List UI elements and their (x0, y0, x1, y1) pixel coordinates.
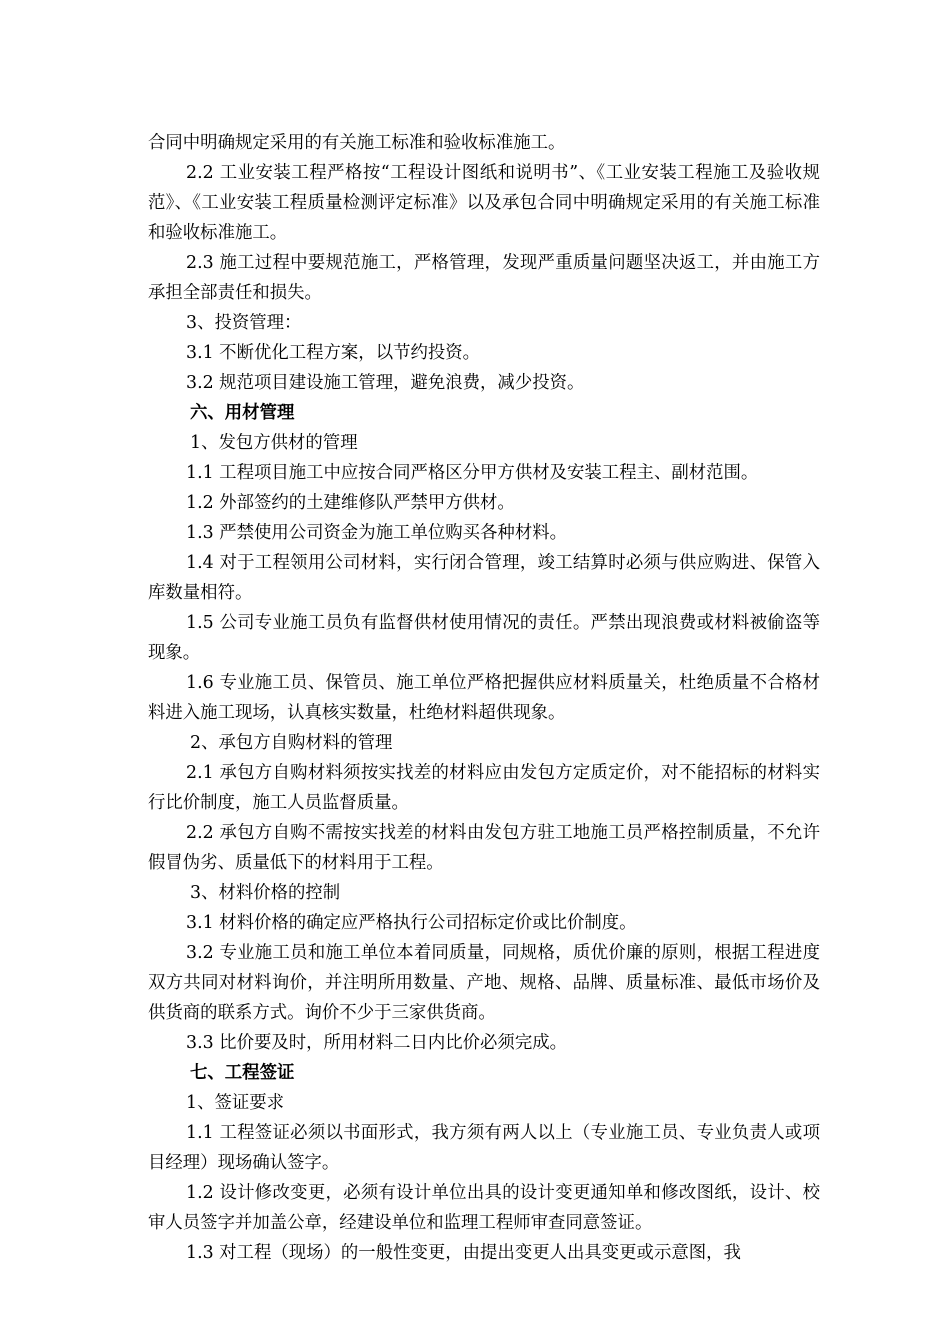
section-heading: 六、用材管理 (190, 403, 295, 423)
body-paragraph: 2.3 施工过程中要规范施工，严格管理，发现严重质量问题坚决返工，并由施工方承担全部责任和损失。 (148, 253, 820, 303)
body-paragraph: 1.3 对工程（现场）的一般性变更，由提出变更人出具变更或示意图，我 (186, 1243, 741, 1263)
body-paragraph: 3.2 规范项目建设施工管理，避免浪费，减少投资。 (186, 373, 585, 393)
body-paragraph: 合同中明确规定采用的有关施工标准和验收标准施工。 (148, 133, 566, 153)
body-paragraph: 1、签证要求 (186, 1093, 285, 1113)
body-paragraph: 2.2 工业安装工程严格按“工程设计图纸和说明书”、《工业安装工程施工及验收规范》、《工业安装工程质量检测评定标准》以及承包合同中明确规定采用的有关施工标准和验收标准施工。 (148, 163, 820, 243)
body-paragraph: 2.1 承包方自购材料须按实找差的材料应由发包方定质定价，对不能招标的材料实行比价制度，施工人员监督质量。 (148, 763, 820, 813)
subsection-title: 2、承包方自购材料的管理 (190, 733, 393, 753)
subsection-title: 3、材料价格的控制 (190, 883, 341, 903)
body-paragraph: 3.2 专业施工员和施工单位本着同质量，同规格，质优价廉的原则，根据工程进度双方共同对材料询价，并注明所用数量、产地、规格、品牌、质量标准、最低市场价及供货商的联系方式。询价不少于三家供货商。 (148, 943, 820, 1023)
subsection-title: 1、发包方供材的管理 (190, 433, 358, 453)
body-paragraph: 3.3 比价要及时，所用材料二日内比价必须完成。 (186, 1033, 567, 1053)
body-paragraph: 1.2 设计修改变更，必须有设计单位出具的设计变更通知单和修改图纸，设计、校审人员签字并加盖公章，经建设单位和监理工程师审查同意签证。 (148, 1183, 820, 1233)
body-paragraph: 3.1 不断优化工程方案，以节约投资。 (186, 343, 481, 363)
body-paragraph: 1.1 工程项目施工中应按合同严格区分甲方供材及安装工程主、副材范围。 (186, 463, 759, 483)
document-body (148, 128, 820, 1268)
body-paragraph: 1.2 外部签约的土建维修队严禁甲方供材。 (186, 493, 515, 513)
body-paragraph: 3、投资管理： (186, 313, 302, 333)
body-paragraph: 1.3 严禁使用公司资金为施工单位购买各种材料。 (186, 523, 567, 543)
body-paragraph: 1.6 专业施工员、保管员、施工单位严格把握供应材料质量关，杜绝质量不合格材料进入施工现场，认真核实数量，杜绝材料超供现象。 (148, 673, 820, 723)
section-heading: 七、工程签证 (190, 1063, 295, 1083)
body-paragraph: 2.2 承包方自购不需按实找差的材料由发包方驻工地施工员严格控制质量，不允许假冒伪劣、质量低下的材料用于工程。 (148, 823, 820, 873)
body-paragraph: 1.5 公司专业施工员负有监督供材使用情况的责任。严禁出现浪费或材料被偷盗等现象。 (148, 613, 820, 663)
body-paragraph: 1.4 对于工程领用公司材料，实行闭合管理，竣工结算时必须与供应购进、保管入库数量相符。 (148, 553, 820, 603)
body-paragraph: 3.1 材料价格的确定应严格执行公司招标定价或比价制度。 (186, 913, 637, 933)
body-paragraph: 1.1 工程签证必须以书面形式，我方须有两人以上（专业施工员、专业负责人或项目经理）现场确认签字。 (148, 1123, 820, 1173)
